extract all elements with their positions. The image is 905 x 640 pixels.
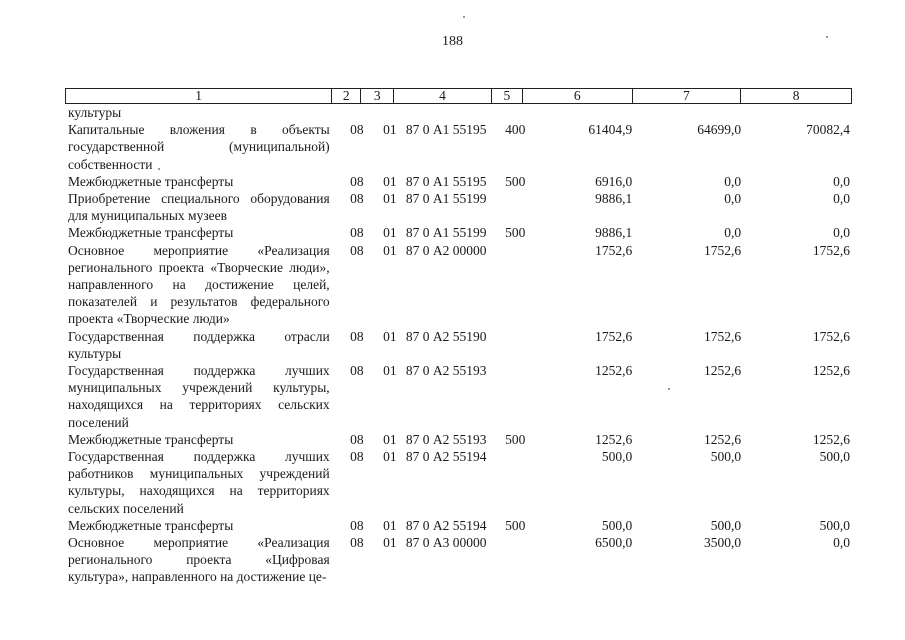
row-amount-year-3: 0,0: [833, 173, 850, 189]
row-name: Государственная поддержка лучших муниципальных учреждений культуры, находящихся на территориях сельских поселений: [68, 363, 330, 430]
table-row: [68, 517, 850, 534]
row-amount-year-2: 1252,6: [704, 431, 742, 447]
table-row: [68, 328, 850, 362]
row-amount-year-1: 6916,0: [595, 173, 633, 189]
header-col-4: 4: [394, 89, 492, 103]
header-col-1: 1: [66, 89, 332, 103]
row-section: 08: [350, 535, 364, 551]
row-amount-year-1: 1252,6: [595, 431, 633, 447]
row-amount-year-2: 1752,6: [704, 328, 742, 344]
table-row: [68, 431, 850, 448]
row-name: Основное мероприятие «Реализация регионального проекта «Творческие люди», направленного на достижение целей, показателей и результатов федерального проекта «Творческие люди»: [68, 242, 330, 327]
row-amount-year-1: 500,0: [601, 449, 633, 465]
row-amount-year-3: 0,0: [833, 535, 850, 551]
row-amount-year-3: 1752,6: [812, 328, 850, 344]
row-amount-year-2: 1252,6: [704, 363, 742, 379]
row-target-article: 87 0 А2 55193: [405, 363, 487, 379]
row-amount-year-2: 0,0: [724, 191, 742, 207]
row-amount-year-3: 1252,6: [812, 363, 850, 379]
row-expense-type: 400: [505, 122, 526, 138]
scan-speck: [158, 168, 160, 170]
row-expense-type: 500: [505, 173, 526, 189]
table-row: [68, 242, 850, 328]
row-target-article: 87 0 А1 55195: [405, 173, 487, 189]
row-amount-year-1: 61404,9: [588, 122, 633, 138]
row-name: Межбюджетные трансферты: [68, 225, 234, 241]
row-amount-year-3: 500,0: [819, 517, 850, 533]
row-name: Государственная поддержка лучших работников муниципальных учреждений культуры, находящихся на территориях сельских поселений: [68, 449, 330, 516]
row-subsection: 01: [383, 191, 397, 207]
row-name: Межбюджетные трансферты: [68, 517, 234, 533]
row-target-article: 87 0 А1 55195: [405, 122, 487, 138]
row-subsection: 01: [383, 449, 397, 465]
row-subsection: 01: [383, 242, 397, 258]
row-amount-year-3: 0,0: [833, 225, 850, 241]
row-subsection: 01: [383, 328, 397, 344]
table-row: [68, 224, 850, 241]
row-target-article: 87 0 А1 55199: [405, 225, 487, 241]
row-amount-year-1: 1252,6: [595, 363, 633, 379]
row-section: 08: [350, 122, 364, 138]
row-amount-year-3: 1252,6: [812, 431, 850, 447]
row-subsection: 01: [383, 363, 397, 379]
row-amount-year-2: 3500,0: [704, 535, 742, 551]
row-section: 08: [350, 242, 364, 258]
row-section: 08: [350, 173, 364, 189]
row-section: 08: [350, 363, 364, 379]
row-name: Капитальные вложения в объекты государственной (муниципальной) собственности: [68, 122, 330, 172]
row-target-article: 87 0 А2 55194: [405, 517, 487, 533]
page-number: 188: [442, 34, 463, 49]
scan-speck: [463, 16, 465, 18]
header-col-6: 6: [523, 89, 633, 103]
budget-table-body: [68, 104, 850, 586]
row-subsection: 01: [383, 431, 397, 447]
row-amount-year-1: 9886,1: [595, 191, 633, 207]
row-amount-year-1: 1752,6: [595, 242, 633, 258]
row-subsection: 01: [383, 225, 397, 241]
row-subsection: 01: [383, 535, 397, 551]
header-col-7: 7: [633, 89, 742, 103]
row-name: Государственная поддержка отрасли культуры: [68, 328, 330, 361]
row-amount-year-3: 500,0: [819, 449, 850, 465]
row-section: 08: [350, 328, 364, 344]
row-amount-year-2: 0,0: [724, 225, 742, 241]
table-row: [68, 448, 850, 517]
row-subsection: 01: [383, 122, 397, 138]
row-amount-year-3: 70082,4: [806, 122, 850, 138]
row-target-article: 87 0 А2 55193: [405, 431, 487, 447]
table-row: [68, 190, 850, 224]
row-section: 08: [350, 225, 364, 241]
scan-speck: [826, 36, 828, 38]
row-amount-year-2: 500,0: [710, 517, 742, 533]
row-target-article: 87 0 А3 00000: [405, 535, 487, 551]
header-col-2: 2: [332, 89, 361, 103]
row-name: Основное мероприятие «Реализация регионального проекта «Цифровая культура», направленного на достижение це-: [68, 535, 330, 585]
row-amount-year-1: 500,0: [601, 517, 633, 533]
header-col-3: 3: [361, 89, 394, 103]
row-name: Межбюджетные трансферты: [68, 431, 234, 447]
table-row: [68, 121, 850, 173]
row-amount-year-3: 0,0: [833, 191, 850, 207]
row-amount-year-1: 9886,1: [595, 225, 633, 241]
row-amount-year-2: 500,0: [710, 449, 742, 465]
row-name: Межбюджетные трансферты: [68, 173, 234, 189]
table-header-row: [65, 88, 852, 104]
table-row: [68, 534, 850, 586]
row-target-article: 87 0 А2 55194: [405, 449, 487, 465]
row-amount-year-1: 1752,6: [595, 328, 633, 344]
header-col-8: 8: [792, 88, 800, 103]
row-target-article: 87 0 А2 00000: [405, 242, 487, 258]
row-expense-type: 500: [505, 225, 526, 241]
row-section: 08: [350, 191, 364, 207]
row-name: культуры: [68, 105, 122, 120]
row-amount-year-2: 1752,6: [704, 242, 742, 258]
row-section: 08: [350, 449, 364, 465]
scan-speck: [668, 388, 670, 390]
row-section: 08: [350, 431, 364, 447]
row-amount-year-1: 6500,0: [595, 535, 633, 551]
table-row: [68, 173, 850, 190]
row-expense-type: 500: [505, 517, 526, 533]
header-col-5: 5: [492, 89, 523, 103]
row-name: Приобретение специального оборудования для муниципальных музеев: [68, 191, 330, 224]
row-target-article: 87 0 А1 55199: [405, 191, 487, 207]
row-subsection: 01: [383, 517, 397, 533]
row-subsection: 01: [383, 173, 397, 189]
table-row: [68, 104, 850, 121]
row-section: 08: [350, 517, 364, 533]
row-amount-year-3: 1752,6: [812, 242, 850, 258]
row-amount-year-2: 0,0: [724, 173, 742, 189]
row-expense-type: 500: [505, 431, 526, 447]
table-row: [68, 362, 850, 431]
row-target-article: 87 0 А2 55190: [405, 328, 487, 344]
row-amount-year-2: 64699,0: [697, 122, 742, 138]
